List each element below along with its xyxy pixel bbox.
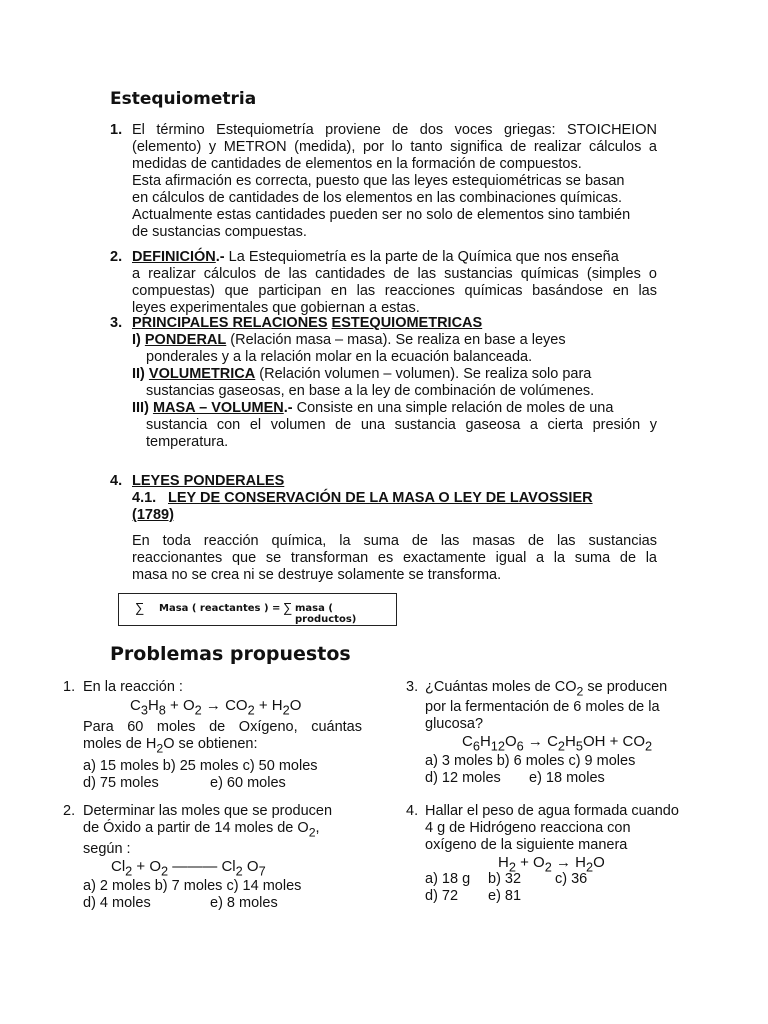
problem-2-options: a) 2 moles b) 7 moles c) 14 moles	[83, 878, 302, 894]
ponderal-text: (Relación masa – masa). Se realiza en base a leyes	[226, 332, 566, 348]
sigma-symbol: ∑	[135, 600, 145, 615]
problem-4-question-line3: oxígeno de la siguiente manera	[425, 837, 628, 853]
problem-3-options-line2	[425, 770, 725, 787]
problem-3-question-line2: por la fermentación de 6 moles de la	[425, 699, 660, 715]
option-d: d) 12 moles	[425, 770, 501, 786]
option-d: d) 4 moles	[83, 895, 151, 911]
option-e: e) 60 moles	[210, 775, 286, 791]
problem-2-question: Determinar las moles que se producen	[83, 803, 333, 819]
problem-1	[83, 679, 362, 792]
formula-right: masa ( productos)	[295, 603, 357, 625]
section-2-number: 2.	[110, 249, 123, 265]
problem-1-equation: $C_3H_8 + O_2 \to CO_2 + H_2O$	[130, 697, 302, 718]
problem-4-question-line2: 4 g de Hidrógeno reacciona con	[425, 820, 631, 836]
problem-2	[83, 803, 362, 912]
option-e: e) 81	[488, 888, 522, 904]
problem-2-question-line2: de Óxido a partir de 14 moles de $O_2$,	[83, 820, 320, 840]
problem-4-question: Hallar el peso de agua formada cuando	[425, 803, 679, 819]
problem-4-equation: $H_2 + O_2 \to H_2O$	[498, 854, 605, 875]
problem-3-question-line3: glucosa?	[425, 716, 484, 732]
relation-masa-volumen	[132, 400, 657, 451]
roman-iii: III)	[132, 400, 149, 416]
problem-4	[425, 803, 725, 905]
problem-3	[425, 679, 725, 787]
problem-3-options: a) 3 moles b) 6 moles c) 9 moles	[425, 753, 636, 769]
problem-1-intro: En la reacción :	[83, 679, 183, 695]
subsection-4-1-title: LEY DE CONSERVACIÓN DE LA MASA O LEY DE LAVOSSIER	[168, 490, 593, 506]
text-line: Esta afirmación es correcta, puesto que las leyes estequiométricas se basan	[132, 173, 625, 189]
definition-text: La Estequiometría es la parte de la Química que nos enseña	[224, 249, 619, 265]
subsection-4-1-year: (1789)	[132, 507, 174, 523]
problem-4-number: 4.	[406, 803, 419, 819]
section-4-number: 4.	[110, 473, 123, 489]
roman-i: I)	[132, 332, 141, 348]
problem-2-number: 2.	[63, 803, 76, 819]
heading-estequiometricas: ESTEQUIOMETRICAS	[331, 315, 483, 331]
text-line: masa no se crea ni se destruye solamente se transforma.	[132, 567, 502, 583]
problem-1-question: Para 60 moles de Oxígeno, cuántas	[83, 719, 362, 735]
problem-2-equation: $Cl_2 + O_2$ ——— $Cl_2$ $O_7$	[111, 858, 266, 879]
problem-2-options-line2	[83, 895, 362, 912]
problems-heading: Problemas propuestos	[110, 643, 351, 665]
option-b: b) 32	[488, 871, 522, 887]
problem-3-number: 3.	[406, 679, 419, 695]
definition-label: DEFINICIÓN	[132, 249, 216, 265]
problem-2-question-line3: según :	[83, 841, 131, 857]
masa-volumen-label: MASA – VOLUMEN	[152, 400, 284, 416]
problem-3-question: ¿Cuántas moles de $CO_2$ se producen	[425, 679, 668, 699]
problem-4-options-line2	[425, 888, 725, 905]
mass-conservation-formula-box	[118, 593, 397, 626]
option-e: e) 8 moles	[210, 895, 278, 911]
option-d: d) 75 moles	[83, 775, 159, 791]
text-line: temperatura.	[146, 434, 229, 450]
option-e: e) 18 moles	[529, 770, 605, 786]
lavoisier-text	[132, 533, 657, 584]
relation-volumetrica	[132, 366, 657, 400]
masa-volumen-separator: .-	[283, 400, 293, 416]
text-line: (elemento) y METRON (medida), por lo tanto significa de realizar cálculos a	[132, 139, 657, 155]
relation-ponderal	[132, 332, 657, 366]
text-line: reaccionantes que se transforman es exactamente igual a la suma de la	[132, 550, 657, 566]
problem-1-options: a) 15 moles b) 25 moles c) 50 moles	[83, 758, 318, 774]
text-line: En toda reacción química, la suma de las masas de las sustancias	[132, 533, 657, 549]
text-line: Actualmente estas cantidades pueden ser no solo de elementos sino también	[132, 207, 631, 223]
subsection-4-1-number: 4.1.	[132, 490, 157, 506]
formula-left: Masa ( reactantes ) =	[159, 603, 281, 614]
masa-volumen-text: Consiste en una simple relación de moles de una	[292, 400, 614, 416]
heading-principales: PRINCIPALES RELACIONES	[132, 315, 328, 331]
document-title: Estequiometria	[110, 89, 257, 109]
section-3-heading	[132, 315, 482, 332]
volumetrica-label: VOLUMETRICA	[148, 366, 256, 382]
text-line: sustancias gaseosas, en base a la ley de combinación de volúmenes.	[146, 383, 595, 399]
section-1-number: 1.	[110, 122, 123, 138]
text-line: sustancia con el volumen de una sustancia gaseosa a cierta presión y	[146, 417, 657, 433]
volumetrica-text: (Relación volumen – volumen). Se realiza solo para	[255, 366, 592, 382]
roman-ii: II)	[132, 366, 145, 382]
problem-1-number: 1.	[63, 679, 76, 695]
option-a: a) 18 g	[425, 871, 471, 887]
text-line: en cálculos de cantidades de los elementos en las combinaciones químicas.	[132, 190, 623, 206]
section-1-text	[132, 122, 657, 241]
text-line: medidas de cantidades de elementos en la formación de compuestos.	[132, 156, 582, 172]
problem-1-options-line2	[83, 775, 362, 792]
text-line: de sustancias compuestas.	[132, 224, 307, 240]
problem-3-equation: $C_6H_{12}O_6 \to C_2H_5OH + CO_2$	[462, 733, 653, 754]
text-line: ponderales y a la relación molar en la ecuación balanceada.	[146, 349, 533, 365]
section-3-number: 3.	[110, 315, 123, 331]
section-4-heading: LEYES PONDERALES	[132, 473, 285, 489]
text-line: leyes experimentales que gobiernan a estas.	[132, 300, 420, 316]
definition-separator: .-	[215, 249, 225, 265]
option-d: d) 72	[425, 888, 459, 904]
sigma-symbol: ∑	[283, 600, 293, 615]
problem-1-question-line2: moles de $H_2O$ se obtienen:	[83, 736, 258, 756]
ponderal-label: PONDERAL	[144, 332, 227, 348]
text-line: a realizar cálculos de las cantidades de las sustancias químicas (simples o	[132, 266, 657, 282]
text-line: El término Estequiometría proviene de dos voces griegas: STOICHEION	[132, 122, 657, 138]
option-c: c) 36	[555, 871, 588, 887]
section-2-text	[132, 249, 657, 317]
problem-4-options	[425, 871, 725, 888]
text-line: compuestas) que participan en las reacciones químicas basándose en las	[132, 283, 657, 299]
